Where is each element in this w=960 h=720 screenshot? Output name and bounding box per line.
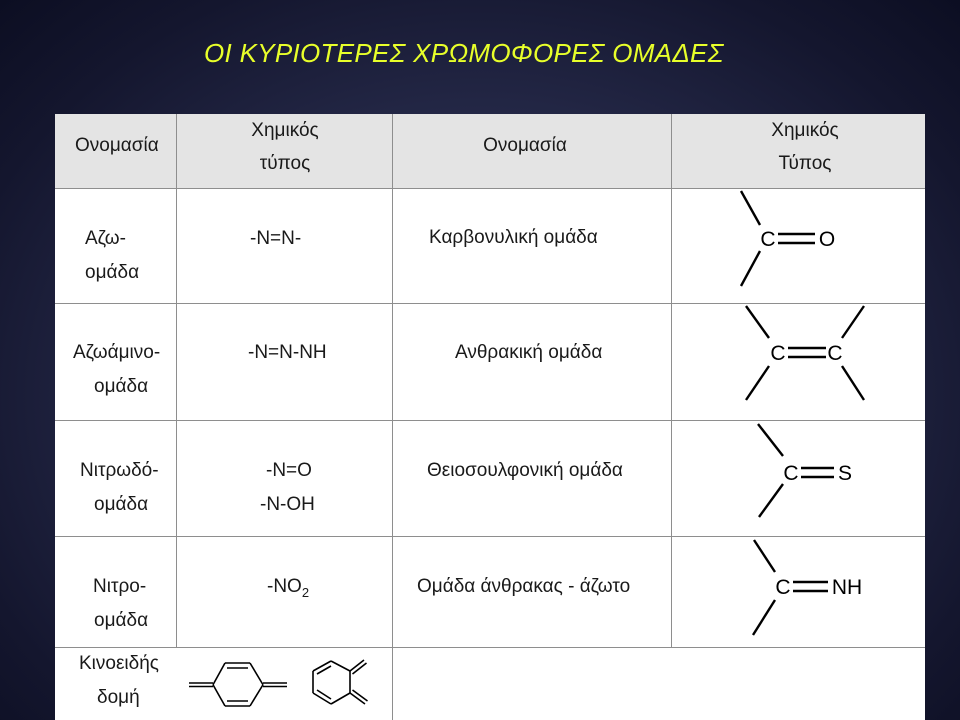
row4-name-line1: Νιτρο- [93, 576, 147, 597]
carbonyl-bond-upper [741, 191, 760, 225]
slide-title: ΟΙ ΚΥΡΙΟΤΕΡΕΣ ΧΡΩΜΟΦΟΡΕΣ ΟΜΑΔΕΣ [204, 38, 724, 68]
structural-formulas [671, 188, 925, 647]
header-name-2: Ονομασία [483, 135, 567, 156]
row3-group-name: Θειοσουλφονική ομάδα [427, 460, 623, 481]
row4-group-name: Ομάδα άνθρακας - άζωτο [417, 576, 631, 597]
carbonyl-atom-c: C [760, 228, 776, 251]
alkene-bond-lower-right [842, 366, 864, 400]
row2-formula: -N=N-NH [248, 342, 327, 363]
row2-name-line2: ομάδα [94, 376, 149, 397]
imine-atom-c: C [775, 576, 791, 599]
alkene-bond-upper-left [746, 306, 769, 338]
alkene-bond-lower-left [746, 366, 769, 400]
row4-name-line2: ομάδα [94, 610, 149, 631]
row3-formula-line2: -N-OH [260, 494, 315, 515]
chromophore-table [55, 114, 925, 720]
imine-atom-nh: NH [831, 576, 863, 599]
row2-name-line1: Αζωάμινο- [73, 342, 161, 363]
ortho-quinoid-structure [313, 660, 368, 704]
row3-name-line2: ομάδα [94, 494, 149, 515]
header-formula-1-line1: Χημικός [251, 120, 319, 141]
row5-name-line2: δομή [97, 687, 140, 708]
thio-bond-upper [758, 424, 783, 456]
row1-name-line2: ομάδα [85, 262, 140, 283]
alkene-bond-upper-right [842, 306, 864, 338]
row4-formula [267, 570, 309, 610]
row1-formula: -N=N- [250, 228, 302, 249]
imine-bond-lower [753, 600, 775, 635]
thio-atom-s: S [837, 462, 853, 485]
quinoid-structures [177, 648, 392, 720]
row5-name-line1: Κινοειδής [79, 653, 159, 674]
alkene-atom-c-left: C [770, 342, 786, 365]
para-quinoid-structure [189, 663, 287, 706]
grid-line [392, 114, 393, 720]
grid-line [176, 114, 177, 647]
imine-bond-upper [754, 540, 775, 572]
thio-bond-lower [759, 484, 783, 517]
header-formula-2-line2: Τύπος [778, 153, 832, 174]
header-formula-1-line2: τύπος [259, 153, 311, 174]
header-formula-2-line1: Χημικός [771, 120, 839, 141]
row3-name-line1: Νιτρωδό- [80, 460, 159, 481]
carbonyl-bond-lower [741, 251, 760, 286]
thio-atom-c: C [783, 462, 799, 485]
row4-formula-main: -NO [267, 576, 302, 597]
carbonyl-atom-o: O [818, 228, 836, 251]
row1-name-line1: Αζω- [85, 228, 126, 249]
row1-group-name: Καρβονυλική ομάδα [429, 227, 598, 248]
header-name-1: Ονομασία [75, 135, 159, 156]
row4-formula-subscript: 2 [301, 584, 310, 600]
row2-group-name: Ανθρακική ομάδα [455, 342, 603, 363]
alkene-atom-c-right: C [827, 342, 843, 365]
row3-formula-line1: -N=O [266, 460, 312, 481]
